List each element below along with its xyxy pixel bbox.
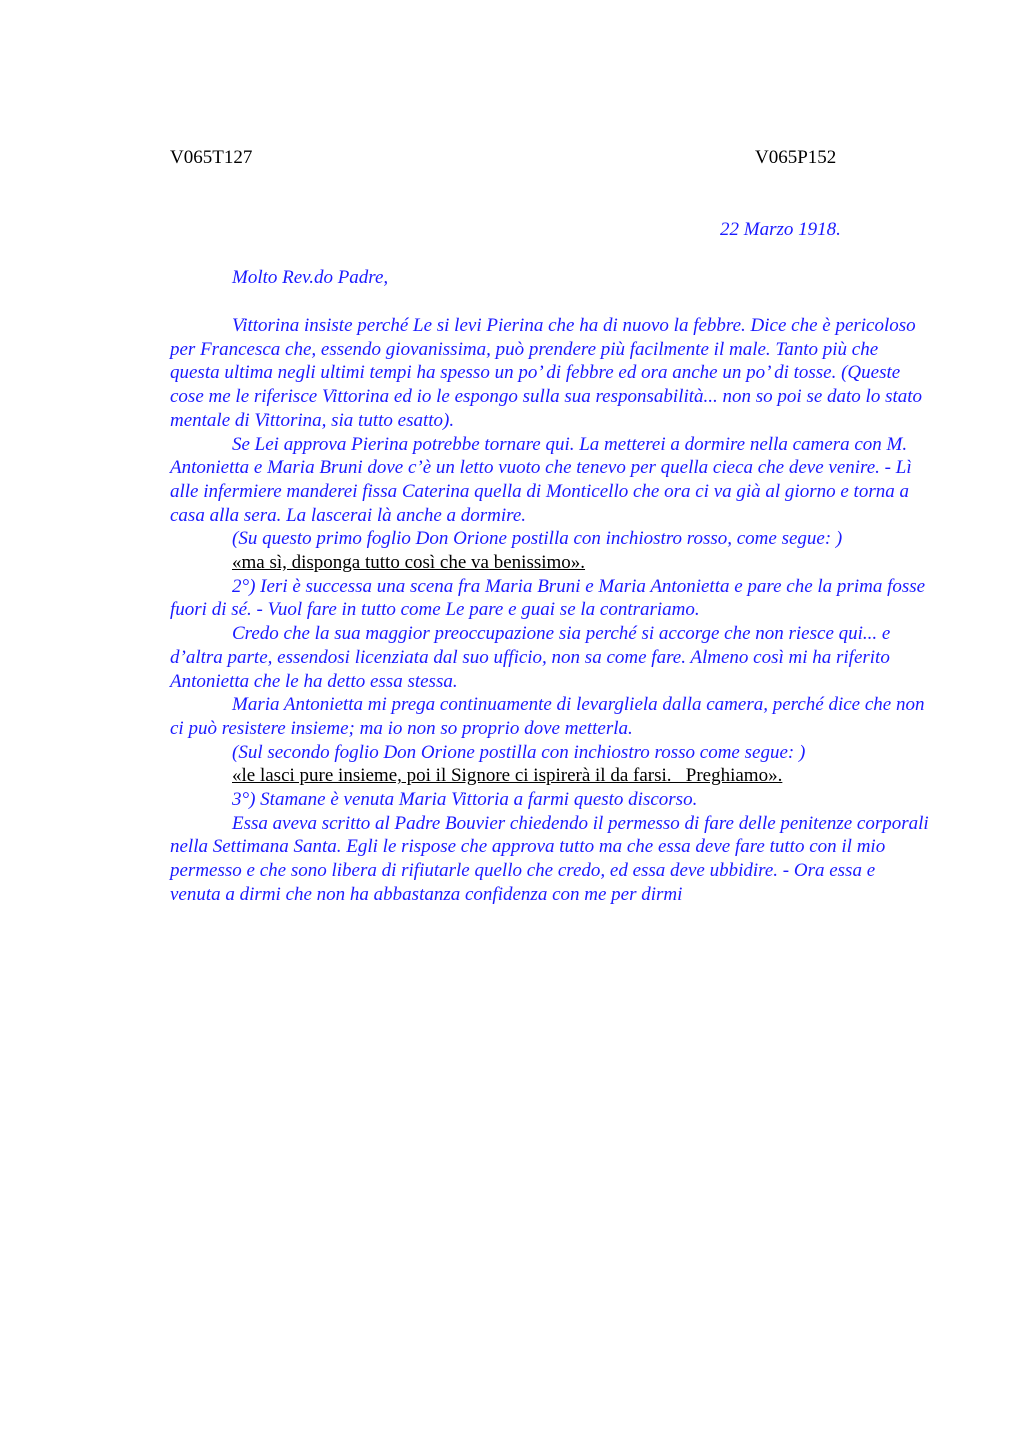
annotation-note: (Sul secondo foglio Don Orione postilla con inchiostro rosso come segue: ) xyxy=(232,741,806,763)
annotation-quote-text: «le lasci pure insieme, poi il Signore ci ispirerà il da farsi. Preghiamo». xyxy=(232,765,783,787)
paragraph: 3°) Stamane è venuta Maria Vittoria a farmi questo discorso. xyxy=(232,789,698,811)
letter-date: 22 Marzo 1918. xyxy=(720,219,841,240)
paragraph: Se Lei approva Pierina potrebbe tornare qui. La metterei a dormire nella camera con M. Antonietta e Maria Bruni dove c’è un letto vuoto che tenevo per quella cieca che deve venire. - Lì alle infermiere manderei fissa Caterina quella di Monticello che ora ci va già al giorno e torna a casa alla sera. La lascerai là anche a dormire. xyxy=(170,433,912,526)
page-ref-left: V065T127 xyxy=(170,147,253,168)
paragraph: Maria Antonietta mi prega continuamente di levargliela dalla camera, perché dice che non ci può resistere insieme; ma io non so proprio dove metterla. xyxy=(170,694,925,739)
paragraph: Vittorina insiste perché Le si levi Pierina che ha di nuovo la febbre. Dice che è pericoloso per Francesca che, essendo giovanissima, può prendere più facilmente il male. Tanto più che questa ultima negli ultimi tempi ha spesso un po’ di febbre ed ora anche un po’ di tosse. (Queste cose me le riferisce Vittorina ed io le espongo sulla sua responsabilità... non so poi se dato lo stato mentale di Vittorina, sia tutto esatto). xyxy=(170,315,923,431)
page-ref-right: V065P152 xyxy=(755,147,837,168)
letter-salutation: Molto Rev.do Padre, xyxy=(232,267,389,288)
annotation-quote xyxy=(170,551,930,575)
annotation-quote xyxy=(170,764,930,788)
paragraph: Essa aveva scritto al Padre Bouvier chiedendo il permesso di fare delle penitenze corporali nella Settimana Santa. Egli le rispose che approva tutto ma che essa deve fare tutto con il mio permesso e che sono libera di rifiutarle quello che credo, ed essa deve ubbidire. - Ora essa e venuta a dirmi che non ha abbastanza confidenza con me per dirmi xyxy=(170,812,929,905)
annotation-note: (Su questo primo foglio Don Orione postilla con inchiostro rosso, come segue: ) xyxy=(232,528,843,550)
paragraph: Credo che la sua maggior preoccupazione sia perché si accorge che non riesce qui... e d’altra parte, essendosi licenziata dal suo ufficio, non sa come fare. Almeno così mi ha riferito Antonietta che le ha detto essa stessa. xyxy=(170,623,891,692)
annotation-quote-text: «ma sì, disponga tutto così che va benissimo». xyxy=(232,552,586,574)
letter-body xyxy=(170,314,930,907)
paragraph: 2°) Ieri è successa una scena fra Maria Bruni e Maria Antonietta e pare che la prima fosse fuori di sé. - Vuol fare in tutto come Le pare e guai se la contrariamo. xyxy=(170,575,926,621)
